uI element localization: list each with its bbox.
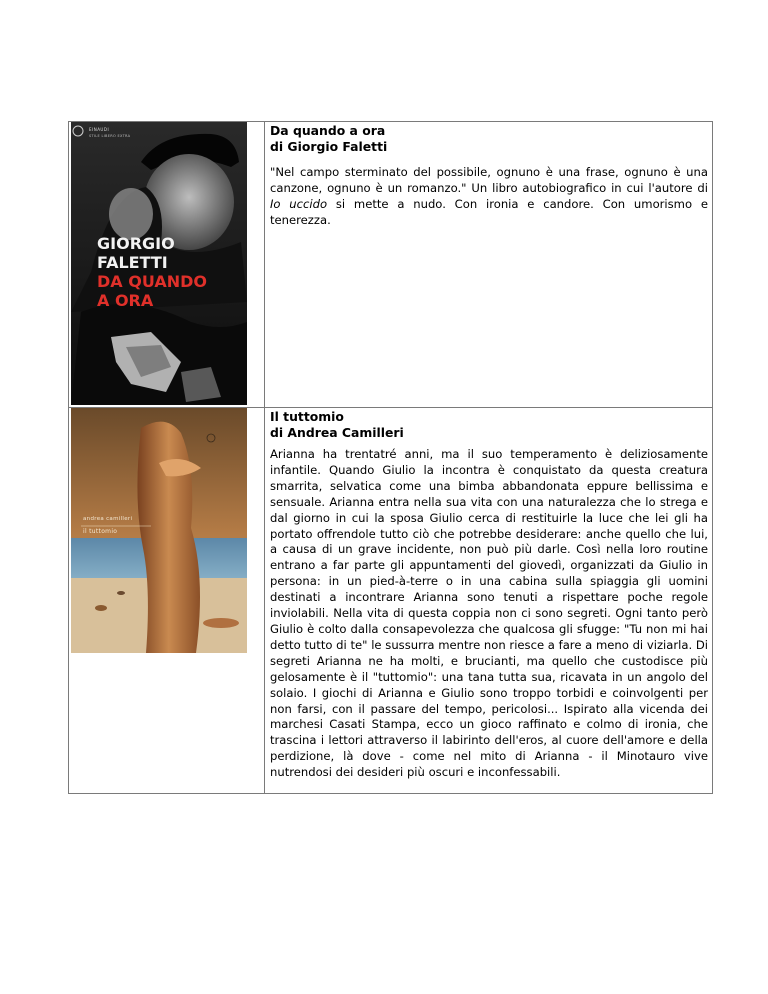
cover-series: STILE LIBERO EXTRA bbox=[89, 134, 131, 138]
book-row-faletti bbox=[69, 122, 713, 408]
cover-image-da-quando-a-ora bbox=[71, 122, 247, 405]
cover-author-text: GIORGIO FALETTI bbox=[97, 234, 175, 272]
cover-cell bbox=[69, 122, 265, 408]
book-table bbox=[68, 121, 713, 794]
book-row-camilleri bbox=[69, 408, 713, 794]
cover-author-text: andrea camilleri bbox=[83, 516, 133, 522]
description-cell bbox=[265, 122, 713, 408]
book-title: Il tuttomio bbox=[270, 409, 344, 424]
cover-title-text: il tuttomio bbox=[83, 528, 118, 535]
book-description: Arianna ha trentatré anni, ma il suo temperamento è deliziosamente infantile. Quando Giulio la incontra è conquistato da questa creatura smarrita, selvatica come una bimba abbandonata eppure bellissima e sensuale. Arianna entra nella sua vita con una naturalezza che lo strega e dal giorno in cui la sposa Giulio cerca di restituirle la luce che lei gli ha portato offrendole tutto ciò che potrebbe desiderare: anche quello che lui, a causa di un grave incidente, non può più darle. Così nella loro routine entrano a far parte gli appuntamenti del giovedì, organizzati da Giulio in persona: in un pied-à-terre o in una cabina sulla spiaggia gli uomini destinati a incontrare Arianna sono tenuti a rispettare poche regole inviolabili. Nella vita di questa coppia non ci sono segreti. Ogni tanto però Giulio è colto dalla consapevolezza che qualcosa gli sfugge: "Tu non mi hai detto tutto di te" le sussurra mentre non riesce a fare a meno di viziarla. Di segreti Arianna ne ha molti, e brucianti, ma quello che custodisce più gelosamente è il "tuttomio": una tana tutta sua, ricavata in un angolo del solaio. I giochi di Arianna e Giulio sono troppo torbidi e coinvolgenti per non farsi, con il passare del tempo, pericolosi... Ispirato alla vicenda dei marchesi Casati Stampa, ecco un gioco raffinato e colmo di ironia, che trascina i lettori attraverso il labirinto dell'eros, al cuore dell'amore e della perdizione, là dove - come nel mito di Arianna - il Minotauro vive nutrendosi dei desideri più oscuri e inconfessabili. bbox=[270, 447, 708, 780]
description-cell bbox=[265, 408, 713, 794]
description-text: "Nel campo sterminato del possibile, ognuno è una frase, ognuno è una canzone, ognuno è un romanzo." Un libro autobiografico in cui l'autore di bbox=[270, 165, 708, 195]
description-text: si mette a nudo. Con ironia e candore. Con umorismo e tenerezza. bbox=[270, 196, 708, 227]
description-italic-title: Io uccido bbox=[270, 196, 328, 211]
cover-publisher: EINAUDI bbox=[89, 127, 110, 132]
book-author: di Andrea Camilleri bbox=[270, 425, 404, 440]
book-description bbox=[270, 165, 708, 229]
cover-cell bbox=[69, 408, 265, 794]
book-title: Da quando a ora bbox=[270, 123, 386, 138]
cover-image-il-tuttomio bbox=[71, 408, 247, 653]
book-author: di Giorgio Faletti bbox=[270, 139, 388, 154]
cover-title-text: DA QUANDO A ORA bbox=[97, 272, 207, 310]
book-heading bbox=[270, 409, 708, 441]
book-heading bbox=[270, 123, 708, 155]
